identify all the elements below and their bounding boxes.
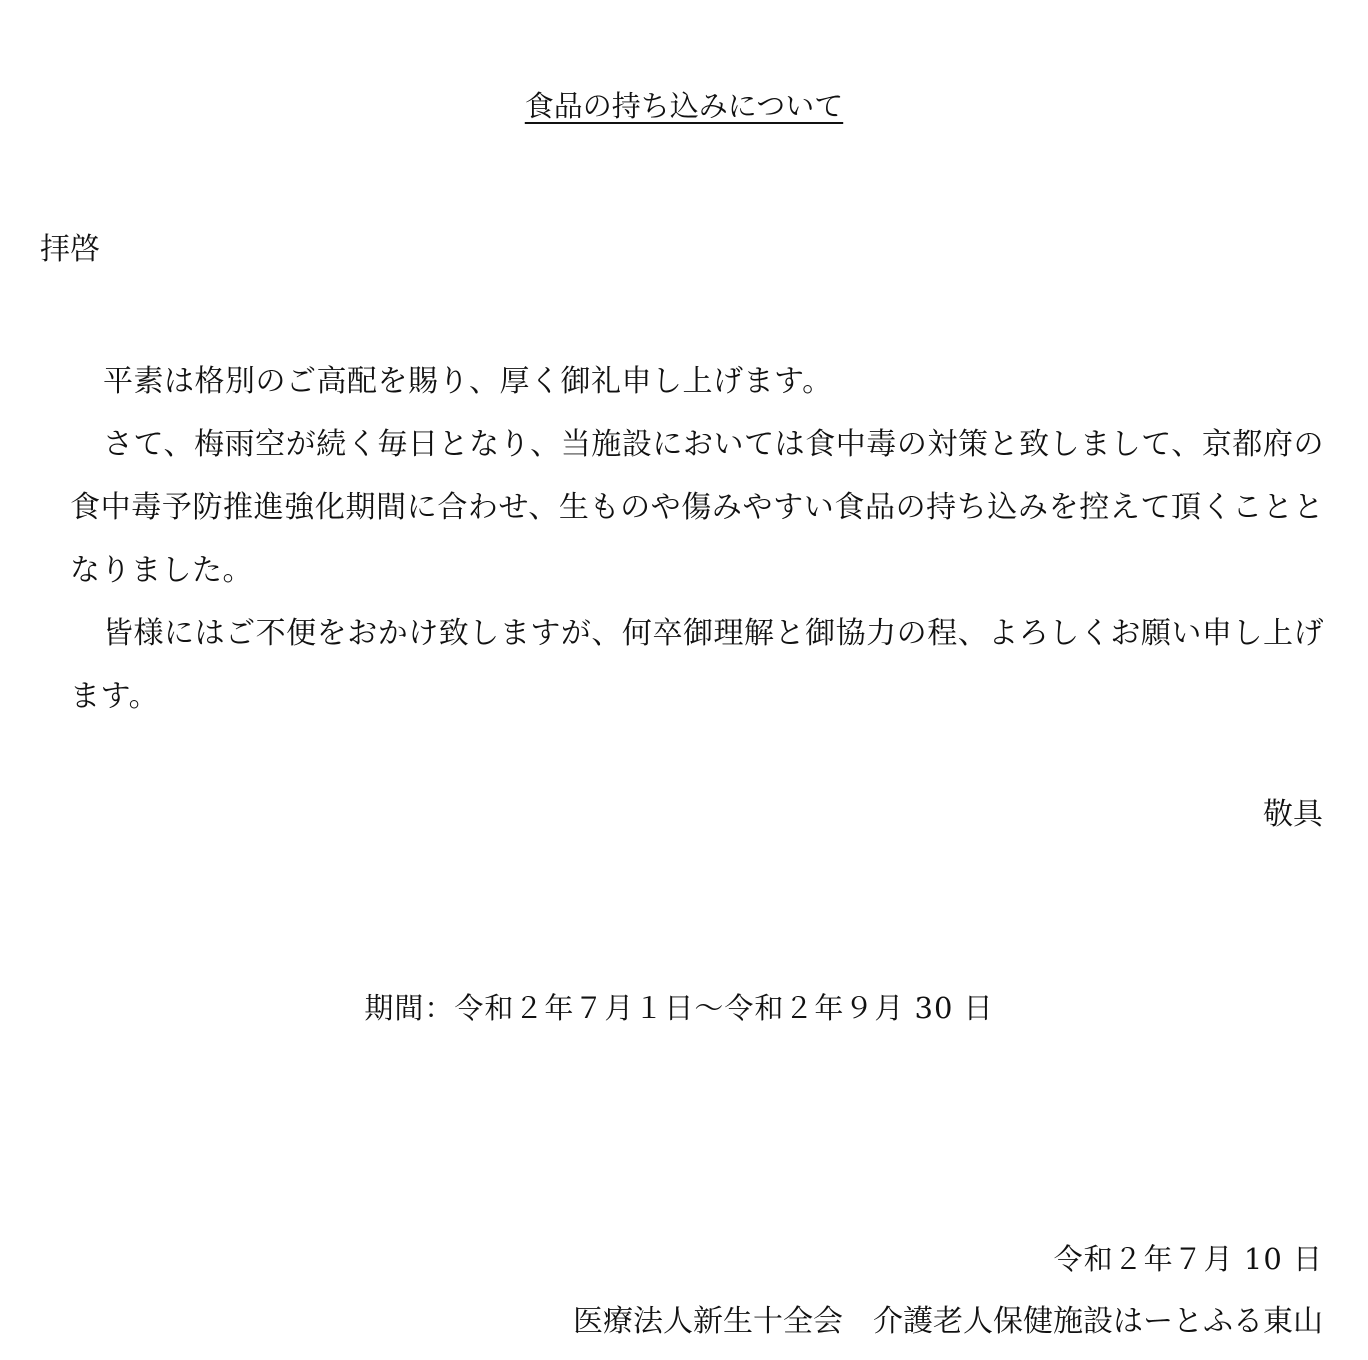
issue-date: 令和２年７月 10 日: [1053, 1242, 1323, 1276]
salutation: 拝啓: [40, 232, 100, 267]
document-title: [0, 86, 1368, 126]
paragraph-request: 皆様にはご不便をおかけ致しますが、何卒御理解と御協力の程、よろしくお願い申し上げます。: [70, 616, 1324, 714]
issuer-name: 医療法人新生十全会 介護老人保健施設はーとふる東山: [573, 1304, 1323, 1339]
closing: 敬具: [1263, 797, 1323, 832]
body-text: [70, 350, 1324, 728]
paragraph-greeting: 平素は格別のご高配を賜り、厚く御礼申し上げます。: [103, 364, 833, 399]
period-line: 期間：令和２年７月１日～令和２年９月 30 日: [364, 991, 994, 1025]
paragraph-announcement: さて、梅雨空が続く毎日となり、当施設においては食中毒の対策と致しまして、京都府の食中毒予防推進強化期間に合わせ、生ものや傷みやすい食品の持ち込みを控えて頂くこととなりました。: [70, 427, 1324, 588]
document-title-text: 食品の持ち込みについて: [524, 89, 844, 123]
